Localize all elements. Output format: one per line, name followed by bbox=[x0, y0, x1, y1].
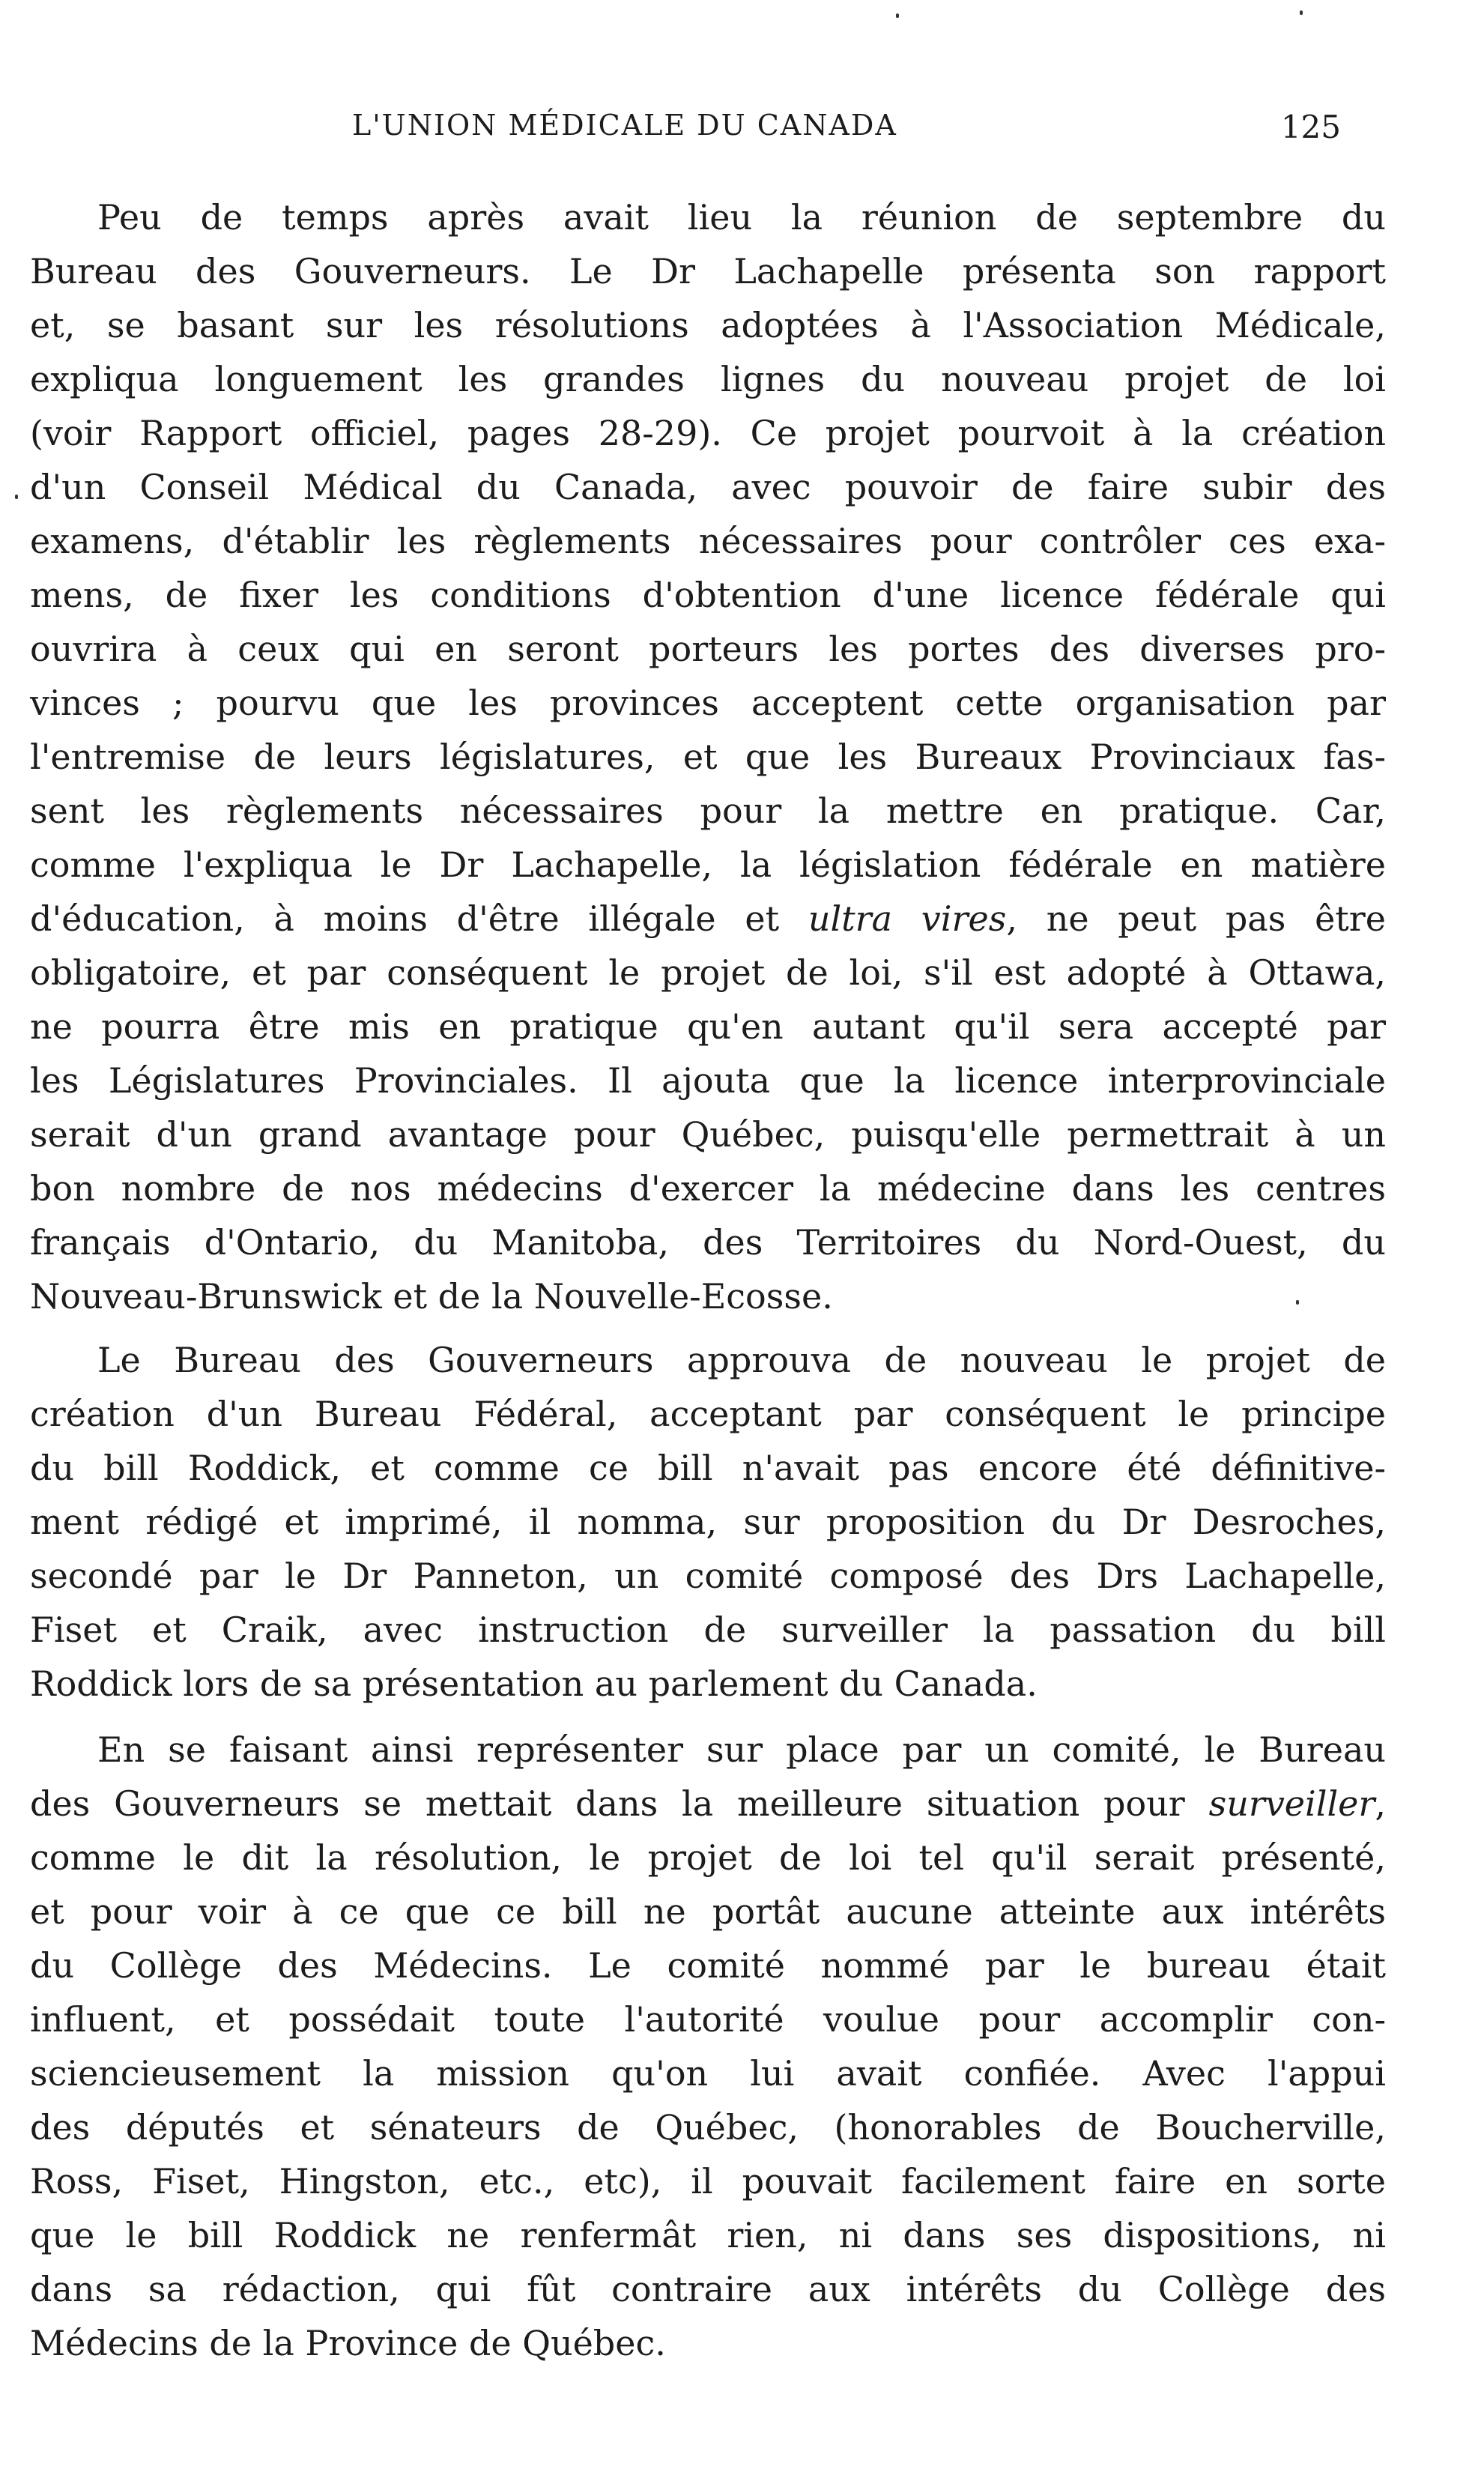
paragraph-3-line: influent, et possédait toute l'autorité voulue pour accomplir con- bbox=[30, 1999, 1386, 2040]
paragraph-1-line: ouvrira à ceux qui en seront porteurs les portes des diverses pro- bbox=[30, 629, 1386, 669]
paragraph-1-line: français d'Ontario, du Manitoba, des Territoires du Nord-Ouest, du bbox=[30, 1222, 1386, 1263]
scan-speck bbox=[1296, 1300, 1299, 1305]
running-head bbox=[352, 109, 1341, 154]
paragraph-3-line: et pour voir à ce que ce bill ne portât aucune atteinte aux intérêts bbox=[30, 1891, 1386, 1932]
paragraph-3-line: Ross, Fiset, Hingston, etc., etc), il pouvait facilement faire en sorte bbox=[30, 2161, 1386, 2202]
paragraph-1-line: l'entremise de leurs législatures, et que les Bureaux Provinciaux fas- bbox=[30, 737, 1386, 777]
scan-speck bbox=[15, 495, 18, 499]
paragraph-2-line: création d'un Bureau Fédéral, acceptant par conséquent le principe bbox=[30, 1394, 1386, 1434]
paragraph-1-line: serait d'un grand avantage pour Québec, puisqu'elle permettrait à un bbox=[30, 1114, 1386, 1155]
paragraph-1-line: d'un Conseil Médical du Canada, avec pouvoir de faire subir des bbox=[30, 467, 1386, 507]
paragraph-1-line: (voir Rapport officiel, pages 28-29). Ce projet pourvoit à la création bbox=[30, 413, 1386, 453]
paragraph-3-line: des députés et sénateurs de Québec, (honorables de Boucherville, bbox=[30, 2107, 1386, 2148]
paragraph-2-line: Roddick lors de sa présentation au parlement du Canada. bbox=[30, 1663, 1038, 1704]
paragraph-1-line: d'éducation, à moins d'être illégale et ultra vires, ne peut pas être bbox=[30, 898, 1386, 939]
paragraph-1-line: et, se basant sur les résolutions adoptées à l'Association Médicale, bbox=[30, 305, 1386, 345]
paragraph-2-line: Le Bureau des Gouverneurs approuva de nouveau le projet de bbox=[97, 1340, 1386, 1380]
page-number: 125 bbox=[1280, 109, 1341, 145]
paragraph-1-line: Nouveau-Brunswick et de la Nouvelle-Ecosse. bbox=[30, 1276, 833, 1317]
paragraph-3-line: sciencieusement la mission qu'on lui avait confiée. Avec l'appui bbox=[30, 2053, 1386, 2094]
paragraph-3-line: En se faisant ainsi représenter sur place par un comité, le Bureau bbox=[97, 1729, 1386, 1770]
paragraph-3-line: dans sa rédaction, qui fût contraire aux intérêts du Collège des bbox=[30, 2269, 1386, 2309]
paragraph-1-line: expliqua longuement les grandes lignes du nouveau projet de loi bbox=[30, 359, 1386, 399]
paragraph-2-line: ment rédigé et imprimé, il nomma, sur proposition du Dr Desroches, bbox=[30, 1502, 1386, 1542]
paragraph-1-line: sent les règlements nécessaires pour la mettre en pratique. Car, bbox=[30, 791, 1386, 831]
paragraph-3-line: que le bill Roddick ne renfermât rien, ni dans ses dispositions, ni bbox=[30, 2215, 1386, 2255]
paragraph-1-line: Peu de temps après avait lieu la réunion de septembre du bbox=[97, 197, 1386, 238]
paragraph-2-line: Fiset et Craik, avec instruction de surveiller la passation du bill bbox=[30, 1610, 1386, 1650]
scan-speck bbox=[1300, 10, 1303, 15]
paragraph-1-line: ne pourra être mis en pratique qu'en autant qu'il sera accepté par bbox=[30, 1006, 1386, 1047]
paragraph-1-line: comme l'expliqua le Dr Lachapelle, la législation fédérale en matière bbox=[30, 844, 1386, 885]
paragraph-1-line: les Législatures Provinciales. Il ajouta que la licence interprovinciale bbox=[30, 1060, 1386, 1101]
paragraph-1-line: vinces ; pourvu que les provinces acceptent cette organisation par bbox=[30, 683, 1386, 723]
paragraph-1-line: obligatoire, et par conséquent le projet de loi, s'il est adopté à Ottawa, bbox=[30, 952, 1386, 993]
paragraph-2-line: du bill Roddick, et comme ce bill n'avait pas encore été définitive- bbox=[30, 1448, 1386, 1488]
paragraph-1-line: Bureau des Gouverneurs. Le Dr Lachapelle présenta son rapport bbox=[30, 251, 1386, 291]
paragraph-1-line: examens, d'établir les règlements nécessaires pour contrôler ces exa- bbox=[30, 521, 1386, 561]
paragraph-2-line: secondé par le Dr Panneton, un comité composé des Drs Lachapelle, bbox=[30, 1556, 1386, 1596]
paragraph-3-line: Médecins de la Province de Québec. bbox=[30, 2323, 666, 2363]
paragraph-3-line: comme le dit la résolution, le projet de loi tel qu'il serait présenté, bbox=[30, 1837, 1386, 1878]
running-title: L'UNION MÉDICALE DU CANADA bbox=[352, 109, 897, 142]
paragraph-3-line: des Gouverneurs se mettait dans la meilleure situation pour surveiller, bbox=[30, 1783, 1386, 1824]
paragraph-1-line: mens, de fixer les conditions d'obtention d'une licence fédérale qui bbox=[30, 575, 1386, 615]
scan-speck bbox=[896, 13, 899, 18]
paragraph-1-line: bon nombre de nos médecins d'exercer la médecine dans les centres bbox=[30, 1168, 1386, 1209]
paragraph-3-line: du Collège des Médecins. Le comité nommé par le bureau était bbox=[30, 1945, 1386, 1986]
